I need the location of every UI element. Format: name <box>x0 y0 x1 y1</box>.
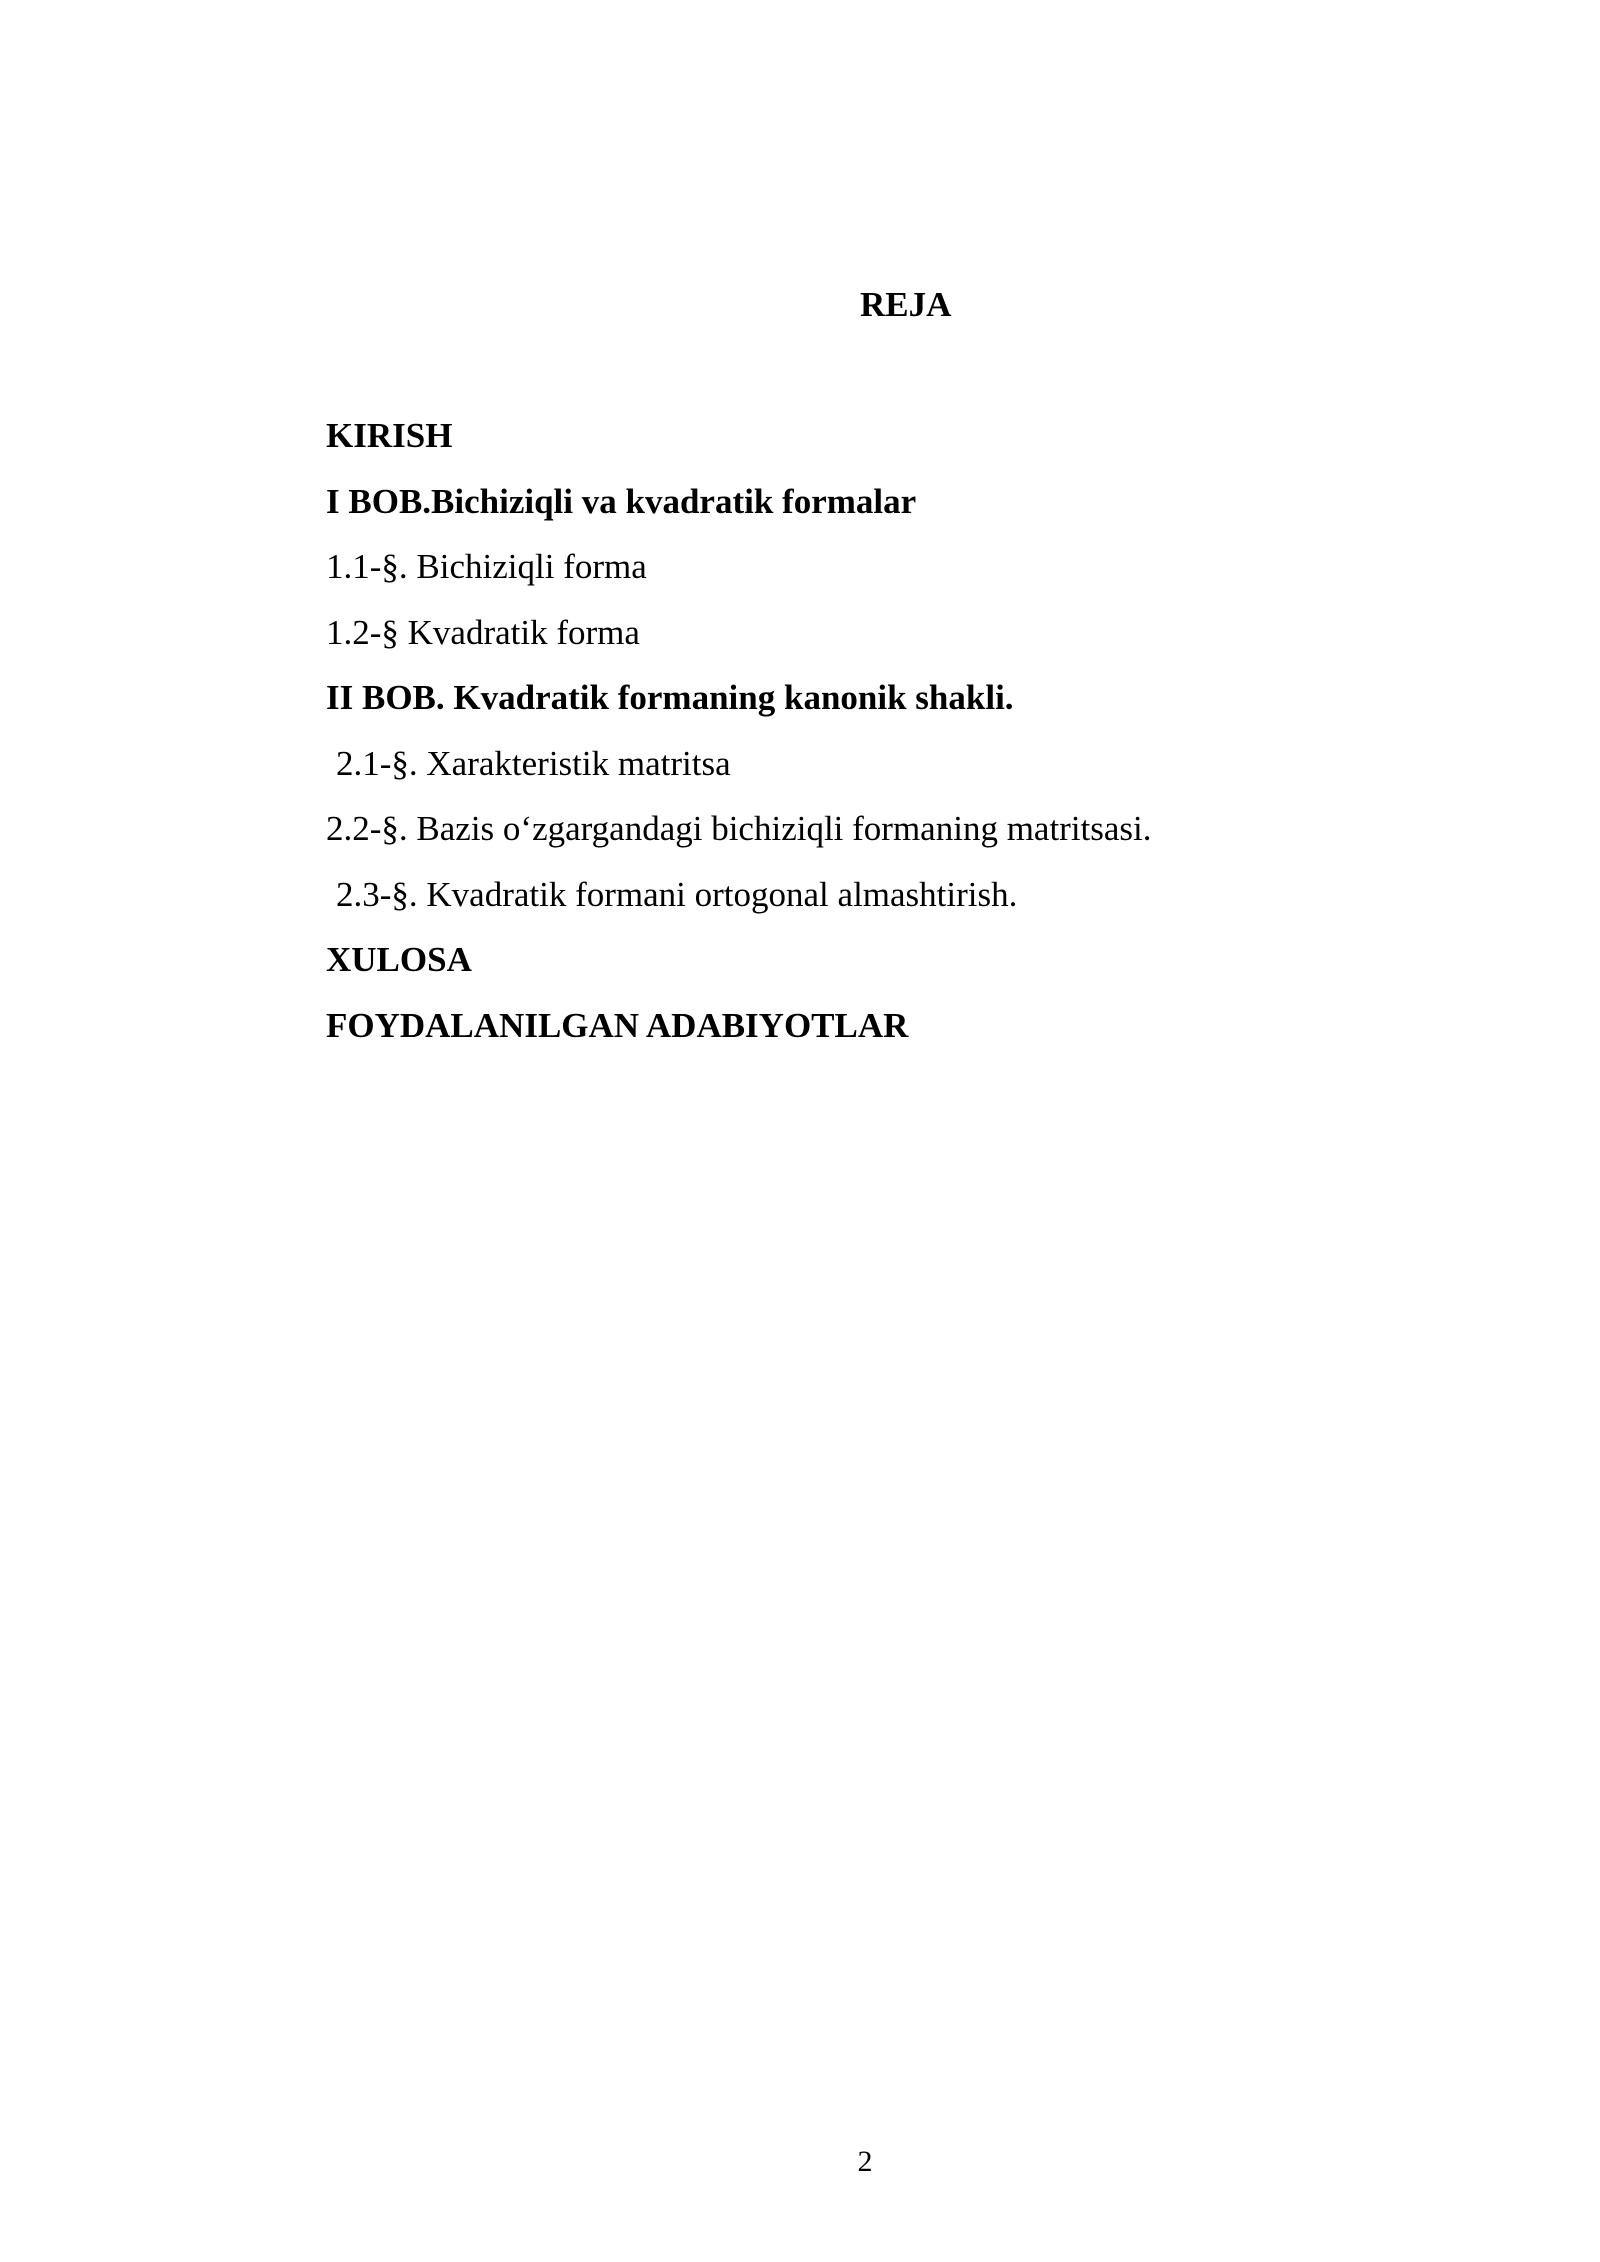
page-title: REJA <box>860 285 952 324</box>
toc-item-section-2-2: 2.2-§. Bazis o‘zgargandagi bichiziqli formaning matritsasi. <box>326 809 1152 848</box>
page-number: 2 <box>857 2145 873 2178</box>
toc-item-adabiyotlar: FOYDALANILGAN ADABIYOTLAR <box>326 1005 909 1045</box>
toc-item-section-2-3: 2.3-§. Kvadratik formani ortogonal almashtirish. <box>336 874 1018 914</box>
toc-item-section-1-2: 1.2-§ Kvadratik forma <box>326 612 640 652</box>
table-of-contents <box>326 413 1326 1068</box>
toc-item-xulosa: XULOSA <box>326 940 472 979</box>
toc-item-kirish: KIRISH <box>326 416 453 455</box>
toc-item-chapter-1: I BOB.Bichiziqli va kvadratik formalar <box>326 481 917 521</box>
toc-item-section-1-1: 1.1-§. Bichiziqli forma <box>326 547 647 586</box>
toc-item-section-2-1: 2.1-§. Xarakteristik matritsa <box>336 743 731 783</box>
toc-item-chapter-2: II BOB. Kvadratik formaning kanonik shakli. <box>326 678 1014 717</box>
